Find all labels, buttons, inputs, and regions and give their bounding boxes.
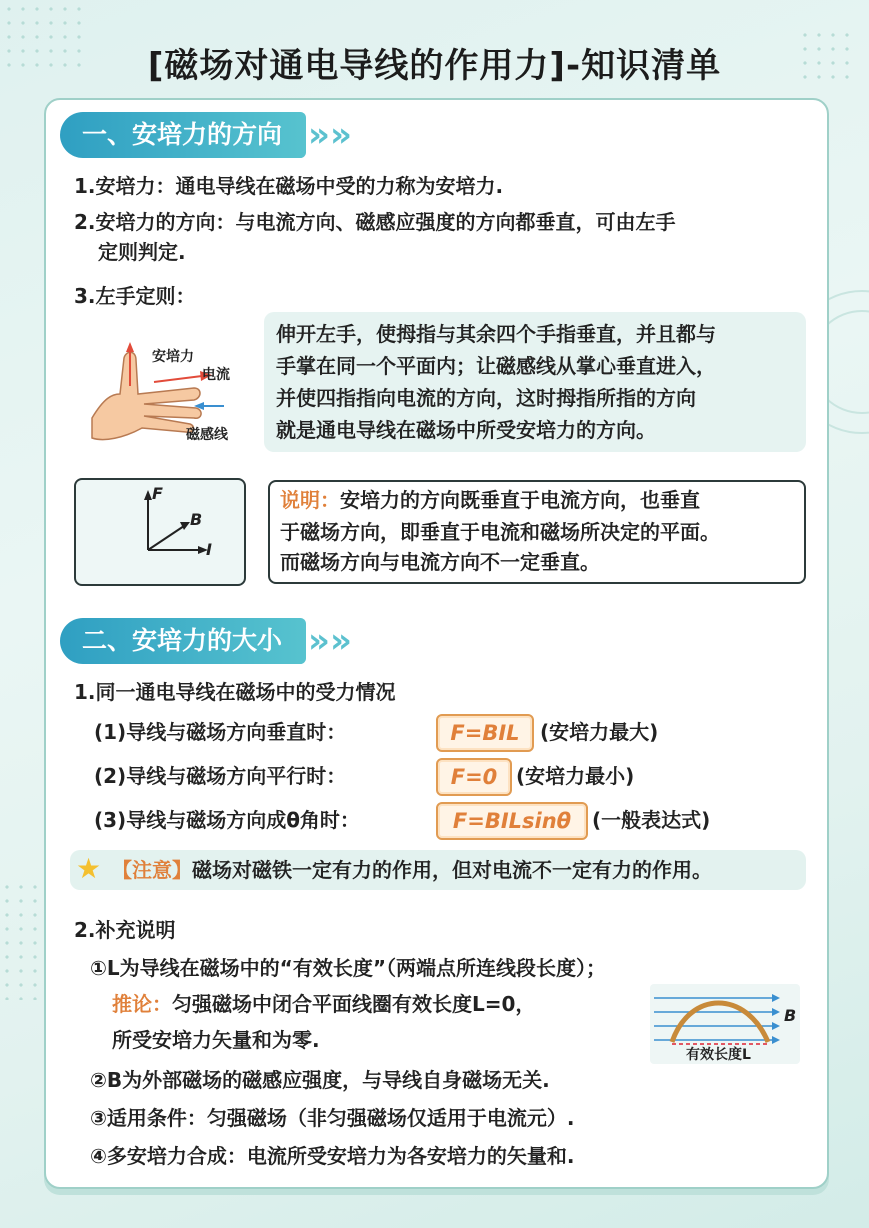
s1-item-2b: 定则判定. [98,240,186,264]
diagram-label-length: 有效长度L [686,1047,751,1063]
section-2-heading-text: 二、安培力的大小 [82,626,283,655]
inference-label: 推论： [112,992,172,1016]
hand-label-field: 磁感线 [186,427,228,443]
explanation-text: 安培力的方向既垂直于电流方向，也垂直 [340,488,700,512]
formula-perpendicular: F=BIL [436,714,534,752]
explanation-line-2: 于磁场方向，即垂直于电流和磁场所决定的平面。 [280,520,720,544]
supplement-3: ③适用条件：匀强磁场（非匀强磁场仅适用于电流元）. [90,1106,575,1130]
supplement-1: ①L为导线在磁场中的“有效长度”（两端点所连线段长度）； [90,956,606,980]
inference-line-2: 所受安培力矢量和为零. [112,1028,320,1052]
supplement-2: ②B为外部磁场的磁感应强度，与导线自身磁场无关. [90,1068,550,1092]
case-condition: (3)导线与磁场方向成θ角时： [94,808,360,832]
inference-line-1 [112,990,535,1018]
left-hand-rule-note [264,312,806,452]
axis-label-i: I [206,540,212,559]
case-remark: (安培力最大) [540,720,659,744]
attention-line [112,856,712,884]
rule-line: 伸开左手，使拇指与其余四个手指垂直，并且都与 [276,322,716,346]
axis-label-b: B [190,510,203,529]
rule-line: 就是通电导线在磁场中所受安培力的方向。 [276,418,656,442]
case-remark: (一般表达式) [592,808,711,832]
case-remark: (安培力最小) [516,764,635,788]
explanation-box [268,480,806,584]
section-1-heading [60,112,306,158]
hand-label-force: 安培力 [152,349,194,365]
section-1-heading-text: 一、安培力的方向 [82,120,283,149]
inference-text: 匀强磁场中闭合平面线圈有效长度L=0， [172,992,536,1016]
s1-item-3: 3.左手定则： [74,284,196,308]
explanation-line-3: 而磁场方向与电流方向不一定垂直。 [280,550,600,574]
case-condition: (1)导线与磁场方向垂直时： [94,720,347,744]
decor-dots-left [0,880,46,1000]
axis-label-f: F [152,484,163,503]
content-card [44,98,829,1189]
rule-line: 手掌在同一个平面内；让磁感线从掌心垂直进入， [276,354,716,378]
s1-item-2a: 2.安培力的方向：与电流方向、磁感应强度的方向都垂直，可由左手 [74,210,676,234]
formula-parallel: F=0 [436,758,512,796]
star-icon: ★ [76,852,102,885]
section-2-heading [60,618,306,664]
supplement-4: ④多安培力合成：电流所受安培力为各安培力的矢量和. [90,1144,575,1168]
s2-sub-2: 2.补充说明 [74,918,176,942]
attention-text: 磁场对磁铁一定有力的作用，但对电流不一定有力的作用。 [192,858,712,882]
diagram-label-b: B [784,1006,797,1025]
chevron-right-icon: »» [308,115,352,155]
case-condition: (2)导线与磁场方向平行时： [94,764,347,788]
s2-sub-1: 1.同一通电导线在磁场中的受力情况 [74,680,396,704]
rule-line: 并使四指指向电流的方向，这时拇指所指的方向 [276,386,696,410]
explanation-line-1 [280,486,700,514]
attention-label: 【注意】 [112,858,192,882]
formula-general: F=BILsinθ [436,802,588,840]
chevron-right-icon: »» [308,621,352,661]
page-title: [磁场对通电导线的作用力]-知识清单 [147,46,722,86]
explanation-label: 说明： [280,488,340,512]
s1-item-1: 1.安培力：通电导线在磁场中受的力称为安培力. [74,174,504,198]
attention-bar [70,850,806,890]
hand-label-current: 电流 [202,367,230,383]
